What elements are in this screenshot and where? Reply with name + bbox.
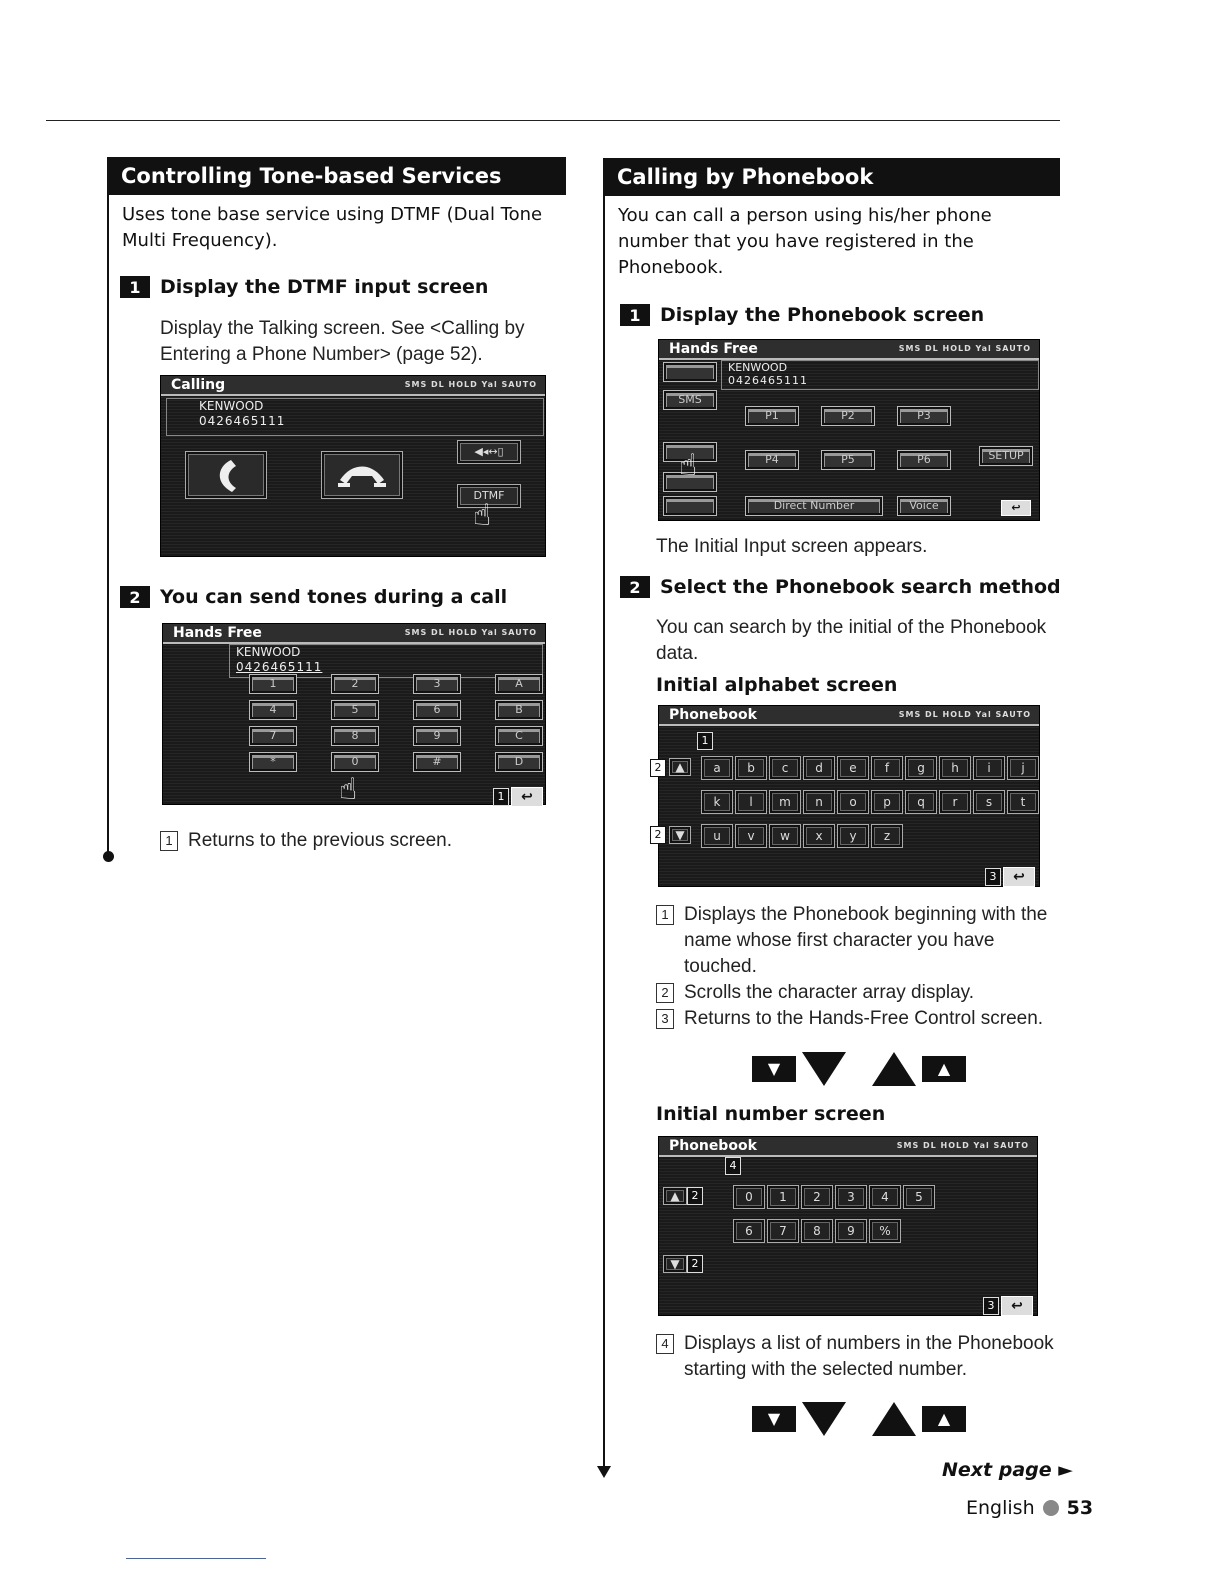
scroll-down-button[interactable] xyxy=(663,1255,687,1273)
alphabet-key[interactable]: i xyxy=(973,756,1005,780)
keypad-key[interactable]: * xyxy=(249,752,297,772)
scroll-up-button[interactable] xyxy=(669,758,691,776)
keypad-key[interactable]: D xyxy=(495,752,543,772)
alphabet-key[interactable]: o xyxy=(837,790,869,814)
screen-title: Phonebook xyxy=(659,706,1039,726)
page-navigation xyxy=(752,1050,968,1086)
step-body: Display the Talking screen. See <Calling by Entering a Phone Number> (page 52). xyxy=(160,318,525,365)
arrow-down-icon: ▼ xyxy=(670,1257,680,1271)
alphabet-key[interactable]: b xyxy=(735,756,767,780)
alphabet-key[interactable]: f xyxy=(871,756,903,780)
number-key[interactable]: 9 xyxy=(835,1219,867,1243)
alphabet-key[interactable]: y xyxy=(837,824,869,848)
next-page-label: Next page xyxy=(942,1459,1052,1481)
page-up-button[interactable] xyxy=(922,1056,966,1082)
note-text: Scrolls the character array display. xyxy=(684,982,975,1003)
page-down-button[interactable] xyxy=(752,1056,796,1082)
number-key[interactable]: 7 xyxy=(767,1219,799,1243)
alphabet-key[interactable]: q xyxy=(905,790,937,814)
number-key[interactable]: 0 xyxy=(733,1185,765,1209)
setup-button[interactable]: SETUP xyxy=(979,446,1033,466)
screen-title: Hands Free xyxy=(163,624,545,644)
alphabet-key[interactable]: d xyxy=(803,756,835,780)
step-title: Display the DTMF input screen xyxy=(160,276,489,298)
keypad-key[interactable]: 3 xyxy=(413,674,461,694)
note-number: 3 xyxy=(656,1009,674,1029)
status-indicators: SMS DL HOLD Yal SAUTO xyxy=(896,1141,1029,1150)
alphabet-key[interactable]: h xyxy=(939,756,971,780)
return-arrow-icon: ↩ xyxy=(1011,501,1021,514)
keypad-key[interactable]: 7 xyxy=(249,726,297,746)
alphabet-key[interactable]: m xyxy=(769,790,801,814)
keypad-key[interactable]: 9 xyxy=(413,726,461,746)
step-heading xyxy=(120,586,507,608)
arrow-up-icon: ▲ xyxy=(937,1059,951,1078)
talk-button[interactable] xyxy=(185,451,267,499)
note-number: 1 xyxy=(160,831,178,851)
subheading: Initial alphabet screen xyxy=(656,674,898,696)
arrow-down-icon: ▼ xyxy=(767,1059,781,1078)
callout-marker: 2 xyxy=(650,759,666,777)
arrow-down-icon: ▼ xyxy=(675,828,685,842)
keypad-key[interactable]: A xyxy=(495,674,543,694)
number-key[interactable]: 2 xyxy=(801,1185,833,1209)
number-key[interactable]: 1 xyxy=(767,1185,799,1209)
direct-number-button[interactable]: Direct Number xyxy=(745,496,883,516)
keypad-key[interactable]: 5 xyxy=(331,700,379,720)
side-button[interactable] xyxy=(663,362,717,382)
play-arrow-icon: ► xyxy=(1058,1459,1073,1481)
speaker-icon: ◀◂↔▯ xyxy=(474,445,504,458)
alphabet-key[interactable]: u xyxy=(701,824,733,848)
alphabet-key[interactable]: t xyxy=(1007,790,1039,814)
intro-left: Uses tone base service using DTMF (Dual Tone Multi Frequency). xyxy=(122,204,543,251)
caller-number: 0426465111 xyxy=(728,374,808,387)
hang-up-button[interactable] xyxy=(321,451,403,499)
timeline-end-dot xyxy=(103,851,114,862)
voice-button[interactable]: Voice xyxy=(897,496,951,516)
phone-hangup-icon xyxy=(322,452,402,498)
touch-hand-icon: ☝ xyxy=(339,772,358,807)
preset-button[interactable]: P1 xyxy=(745,406,799,426)
intro-right: You can call a person using his/her phone number that you have registered in the Phonebook. xyxy=(618,205,992,278)
note-number: 2 xyxy=(656,983,674,1003)
triangle-up-icon xyxy=(872,1402,916,1436)
return-button[interactable] xyxy=(1003,867,1035,887)
dtmf-button[interactable]: DTMF xyxy=(457,484,521,508)
keypad-key[interactable]: 4 xyxy=(249,700,297,720)
speaker-toggle-button[interactable] xyxy=(457,440,521,464)
keypad-key[interactable]: 0 xyxy=(331,752,379,772)
alphabet-key[interactable]: a xyxy=(701,756,733,780)
alphabet-key[interactable]: z xyxy=(871,824,903,848)
alphabet-key[interactable]: n xyxy=(803,790,835,814)
touch-hand-icon: ☝ xyxy=(473,498,492,533)
step-title: Select the Phonebook search method xyxy=(660,576,1061,598)
step-number: 2 xyxy=(620,576,650,598)
page-up-button[interactable] xyxy=(922,1406,966,1432)
preset-button[interactable]: P6 xyxy=(897,450,951,470)
status-indicators: SMS DL HOLD Yal SAUTO xyxy=(404,380,537,389)
status-indicators: SMS DL HOLD Yal SAUTO xyxy=(404,628,537,637)
alphabet-key[interactable]: v xyxy=(735,824,767,848)
step-heading xyxy=(620,576,1061,598)
alphabet-key[interactable]: x xyxy=(803,824,835,848)
preset-button[interactable]: P2 xyxy=(821,406,875,426)
preset-button[interactable]: P4 xyxy=(745,450,799,470)
note-text: Displays a list of numbers in the Phonebook starting with the selected number. xyxy=(684,1333,1054,1380)
page-number: 53 xyxy=(1066,1497,1094,1519)
alphabet-key[interactable]: w xyxy=(769,824,801,848)
number-key[interactable]: 4 xyxy=(869,1185,901,1209)
triangle-up-icon xyxy=(872,1052,916,1086)
scroll-down-button[interactable] xyxy=(669,826,691,844)
alphabet-key[interactable]: j xyxy=(1007,756,1039,780)
callout-marker: 1 xyxy=(697,732,713,750)
step-number: 1 xyxy=(620,304,650,326)
arrow-up-icon: ▲ xyxy=(937,1409,951,1428)
note-text: Returns to the previous screen. xyxy=(188,830,453,851)
caller-info-box xyxy=(721,360,1039,390)
alphabet-key[interactable]: l xyxy=(735,790,767,814)
step-body: You can search by the initial of the Phonebook data. xyxy=(656,617,1047,664)
sms-button[interactable]: SMS xyxy=(663,390,717,410)
step-result: The Initial Input screen appears. xyxy=(656,536,928,557)
return-button[interactable] xyxy=(511,787,543,807)
arrow-up-icon: ▲ xyxy=(675,760,685,774)
phone-handset-icon xyxy=(186,452,266,498)
column-timeline xyxy=(107,195,109,855)
side-button[interactable] xyxy=(663,496,717,516)
alphabet-key[interactable]: c xyxy=(769,756,801,780)
triangle-down-icon xyxy=(802,1052,846,1086)
note-item xyxy=(160,828,560,854)
timeline-arrow-icon xyxy=(597,1466,611,1480)
alphabet-key[interactable]: s xyxy=(973,790,1005,814)
subheading: Initial number screen xyxy=(656,1103,886,1125)
hands-free-phonebook-screen xyxy=(658,339,1040,521)
caller-name: KENWOOD xyxy=(236,645,301,659)
hands-free-keypad-screen xyxy=(162,623,546,805)
step-title: Display the Phonebook screen xyxy=(660,304,985,326)
note-item xyxy=(656,1331,1060,1383)
arrow-up-icon: ▲ xyxy=(670,1189,680,1203)
step-number: 2 xyxy=(120,586,150,608)
keypad-key[interactable]: # xyxy=(413,752,461,772)
number-key[interactable]: 5 xyxy=(903,1185,935,1209)
note-number: 4 xyxy=(656,1334,674,1354)
touch-hand-icon: ☝ xyxy=(679,448,698,483)
callout-marker: 2 xyxy=(687,1187,703,1205)
screen-title: Hands Free xyxy=(659,340,1039,360)
footer-rule xyxy=(126,1558,266,1559)
caller-name: KENWOOD xyxy=(199,399,264,413)
initial-number-screen xyxy=(658,1136,1038,1316)
alphabet-key[interactable]: r xyxy=(939,790,971,814)
keypad-key[interactable]: 8 xyxy=(331,726,379,746)
bullet-circle-icon xyxy=(1043,1500,1059,1516)
keypad-key[interactable]: B xyxy=(495,700,543,720)
keypad-key[interactable]: 6 xyxy=(413,700,461,720)
step-title: You can send tones during a call xyxy=(160,586,508,608)
callout-marker: 3 xyxy=(983,1297,999,1315)
section-title-left: Controlling Tone-based Services xyxy=(107,157,566,195)
footer-language: English xyxy=(966,1497,1035,1519)
callout-marker: 4 xyxy=(725,1157,741,1175)
note-text: Displays the Phonebook beginning with the name whose first character you have touched. xyxy=(684,904,1048,977)
triangle-down-icon xyxy=(802,1402,846,1436)
number-key[interactable]: % xyxy=(869,1219,901,1243)
caller-info-box xyxy=(229,644,543,678)
note-text: Returns to the Hands-Free Control screen. xyxy=(684,1008,1044,1029)
preset-button[interactable]: P3 xyxy=(897,406,951,426)
number-key[interactable]: 6 xyxy=(733,1219,765,1243)
step-number: 1 xyxy=(120,276,150,298)
return-button[interactable] xyxy=(1001,1296,1033,1316)
arrow-down-icon: ▼ xyxy=(767,1409,781,1428)
keypad-key[interactable]: 2 xyxy=(331,674,379,694)
callout-marker: 2 xyxy=(650,826,666,844)
alphabet-key[interactable]: e xyxy=(837,756,869,780)
number-key[interactable]: 8 xyxy=(801,1219,833,1243)
return-arrow-icon: ↩ xyxy=(521,789,533,805)
top-rule xyxy=(46,120,1060,121)
screen-title: Phonebook xyxy=(659,1137,1037,1157)
status-indicators: SMS DL HOLD Yal SAUTO xyxy=(898,344,1031,353)
keypad-key[interactable]: 1 xyxy=(249,674,297,694)
page-down-button[interactable] xyxy=(752,1406,796,1432)
page-navigation xyxy=(752,1400,968,1436)
scroll-up-button[interactable] xyxy=(663,1187,687,1205)
note-item xyxy=(656,1006,1056,1032)
return-arrow-icon: ↩ xyxy=(1011,1298,1023,1314)
return-button[interactable] xyxy=(1001,500,1031,516)
caller-number: 0426465111 xyxy=(236,660,323,674)
status-indicators: SMS DL HOLD Yal SAUTO xyxy=(898,710,1031,719)
caller-name: KENWOOD xyxy=(728,361,788,374)
callout-marker: 2 xyxy=(687,1255,703,1273)
calling-screen xyxy=(160,375,546,557)
screen-title: Calling xyxy=(161,376,545,396)
callout-marker: 1 xyxy=(493,788,509,806)
note-item xyxy=(656,980,1056,1006)
return-arrow-icon: ↩ xyxy=(1013,869,1025,885)
callout-marker: 3 xyxy=(985,868,1001,886)
initial-alphabet-screen xyxy=(658,705,1040,887)
column-timeline xyxy=(603,196,605,1468)
section-title-right: Calling by Phonebook xyxy=(603,158,1060,196)
keypad-key[interactable]: C xyxy=(495,726,543,746)
alphabet-key[interactable]: g xyxy=(905,756,937,780)
note-number: 1 xyxy=(656,905,674,925)
next-page-link[interactable] xyxy=(942,1459,1073,1481)
step-heading xyxy=(620,304,984,326)
note-item xyxy=(656,902,1056,980)
number-key[interactable]: 3 xyxy=(835,1185,867,1209)
page-footer xyxy=(966,1497,1093,1519)
alphabet-key[interactable]: k xyxy=(701,790,733,814)
caller-info-box xyxy=(166,398,544,436)
alphabet-key[interactable]: p xyxy=(871,790,903,814)
notes-list xyxy=(656,902,1056,1032)
step-heading xyxy=(120,276,488,298)
caller-number: 0426465111 xyxy=(199,414,286,428)
preset-button[interactable]: P5 xyxy=(821,450,875,470)
